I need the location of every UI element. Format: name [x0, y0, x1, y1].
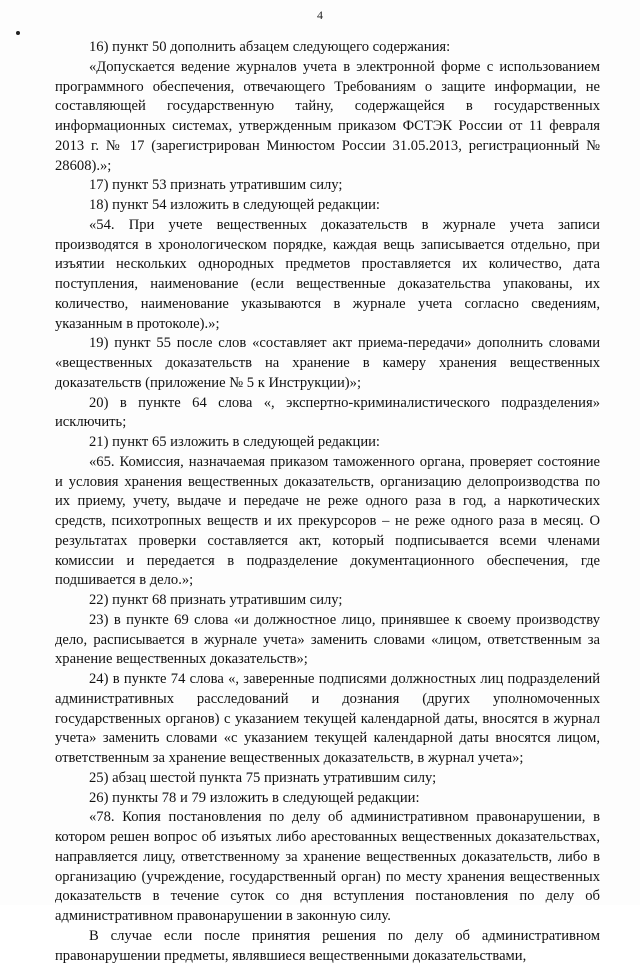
paragraph: 16) пункт 50 дополнить абзацем следующего содержания: — [89, 39, 451, 55]
paragraph: 18) пункт 54 изложить в следующей редакции: — [89, 197, 380, 213]
paragraph: 26) пункты 78 и 79 изложить в следующей редакции: — [89, 789, 420, 806]
paragraph: 19) пункт 55 после слов «составляет акт приема-передачи» дополнить словами «вещественных доказательств на хранение в камеру хранения вещественных доказательств (приложение № 5 к Инструкции)»; — [55, 335, 600, 391]
paragraph: 25) абзац шестой пункта 75 признать утратившим силу; — [89, 769, 437, 786]
paragraph: 17) пункт 53 признать утратившим силу; — [89, 177, 343, 194]
paragraph: «65. Комиссия, назначаемая приказом таможенного органа, проверяет состояние и условия хранения вещественных доказательств, организацию делопроизводства по их приему, учету, выдаче и передаче не реже одного раза в год, а наркотических средств, психотропных веществ и их прекурсоров – не реже одного раза в месяц. О результатах проверки составляется акт, который подписывается всеми членами комиссии и передается в подразделение документационного обеспечения, где подшивается в дело.»; — [55, 453, 600, 589]
paragraph: «Допускается ведение журналов учета в электронной форме с использованием программного обеспечения, отвечающего Требованиям о защите информации, не составляющей государственную тайну, содержащейся в государственных информационных системах, утвержденным приказом ФСТЭК России от 11 февраля 2013 г. № 17 (зарегистрирован Минюстом России 31.05.2013, регистрационный № 28608).»; — [55, 58, 600, 174]
paragraph: В случае если после принятия решения по делу об административном правонарушении предметы, являвшиеся вещественными доказательствами, — [55, 927, 600, 964]
scan-mark — [16, 31, 20, 35]
paragraph: «54. При учете вещественных доказательств в журнале учета записи производятся в хронологическом порядке, каждая вещь записывается отдельно, при изъятии нескольких однородных предметов проставляется их количество, дата поступления, наименование (если вещественные доказательства упакованы, их количество, наименование указываются в журнале учета согласно сведениям, указанным в протоколе).»; — [55, 216, 600, 332]
paragraph: «78. Копия постановления по делу об административном правонарушении, в котором решен вопрос об изъятых либо арестованных вещественных доказательствах, направляется лицу, ответственному за хранение вещественных доказательств, либо в организацию (учреждение, государственный орган) по месту хранения вещественных доказательств в течение суток со дня вступления постановления по делу об административном правонарушении в законную силу. — [55, 809, 600, 924]
page-number: 4 — [317, 8, 323, 22]
paragraph: 23) в пункте 69 слова «и должностное лицо, принявшее к своему производству дело, расписывается в журнале учета» заменить словами «лицом, ответственным за хранение вещественных доказательств»; — [55, 611, 600, 668]
paragraph: 24) в пункте 74 слова «, заверенные подписями должностных лиц подразделений административных расследований и дознания (других уполномоченных государственных органов) с указанием текущей календарной даты, вносятся в журнал учета» заменить словами «с указанием текущей календарной даты вносятся лицом, ответственным за хранение вещественных доказательств, в журнал учета»; — [55, 671, 600, 766]
document-body — [55, 38, 600, 966]
paragraph: 21) пункт 65 изложить в следующей редакции: — [89, 434, 380, 450]
paragraph: 22) пункт 68 признать утратившим силу; — [89, 592, 343, 608]
paragraph: 20) в пункте 64 слова «, экспертно-криминалистического подразделения» исключить; — [55, 394, 600, 431]
